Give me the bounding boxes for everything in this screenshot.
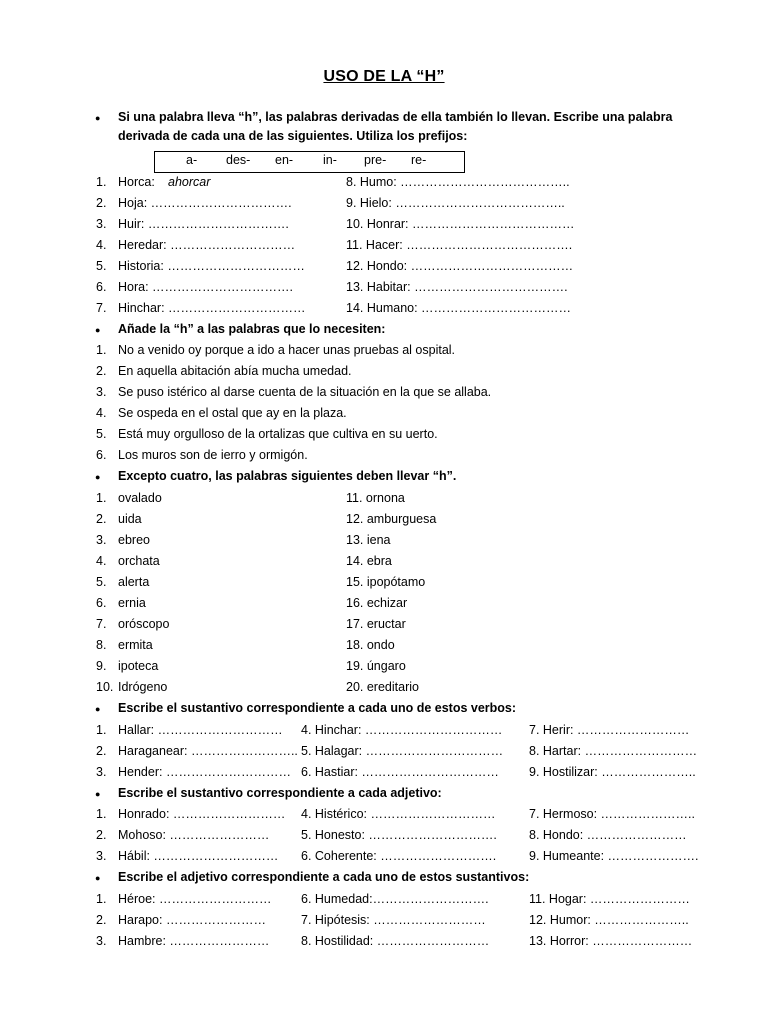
item-number: 9. <box>96 659 107 673</box>
item-word-right: 9. Hielo: ………………………………….. <box>346 196 565 210</box>
item-col-c: 9. Hostilizar: ………………….. <box>529 765 696 779</box>
item-number: 7. <box>96 617 107 631</box>
item-col-b: 8. Hostilidad: ……………………… <box>301 934 490 948</box>
item-text-right: 15. ipopótamo <box>346 575 426 589</box>
item-col-b: 4. Hinchar: …………………………… <box>301 723 503 737</box>
item-number: 2. <box>96 512 107 526</box>
section4-instruction: Escribe el sustantivo correspondiente a cada uno de estos verbos: <box>118 701 517 715</box>
item-word: Hinchar: …………………………… <box>118 301 306 315</box>
item-text-right: 20. ereditario <box>346 680 419 694</box>
item-word-right: 8. Humo: ………………………………….. <box>346 175 570 189</box>
bullet-icon: ● <box>95 873 101 883</box>
item-text-right: 12. amburguesa <box>346 512 437 526</box>
item-text: En aquella abitación abía mucha umedad. <box>118 364 352 378</box>
item-text: ovalado <box>118 491 162 505</box>
item-text-right: 14. ebra <box>346 554 392 568</box>
item-answer: ahorcar <box>168 175 211 189</box>
bullet-icon: ● <box>95 325 101 335</box>
item-number: 2. <box>96 744 107 758</box>
item-number: 1. <box>96 892 107 906</box>
item-number: 2. <box>96 913 107 927</box>
item-number: 10. <box>96 680 114 694</box>
item-col-c: 11. Hogar: …………………… <box>529 892 690 906</box>
item-text-right: 17. eructar <box>346 617 406 631</box>
prefix-item: pre- <box>364 153 387 167</box>
item-number: 3. <box>96 765 107 779</box>
section1-instruction <box>118 108 706 146</box>
item-number: 1. <box>96 723 107 737</box>
item-col-c: 7. Herir: ……………………… <box>529 723 690 737</box>
bullet-icon: ● <box>95 113 101 123</box>
item-number: 5. <box>96 259 107 273</box>
item-number: 6. <box>96 448 107 462</box>
item-col-a: Héroe: ……………………… <box>118 892 272 906</box>
item-number: 3. <box>96 385 107 399</box>
item-col-c: 12. Humor: ………………….. <box>529 913 689 927</box>
item-col-c: 13. Horror: …………………… <box>529 934 693 948</box>
item-text: orchata <box>118 554 160 568</box>
item-col-a: Haraganear: …………………….. <box>118 744 298 758</box>
item-text: Los muros son de ierro y ormigón. <box>118 448 308 462</box>
item-number: 2. <box>96 828 107 842</box>
item-text-right: 18. ondo <box>346 638 395 652</box>
page-title: USO DE LA “H” <box>323 68 445 85</box>
prefix-item: des- <box>226 153 251 167</box>
bullet-icon: ● <box>95 472 101 482</box>
item-number: 3. <box>96 849 107 863</box>
item-col-c: 7. Hermoso: ………………….. <box>529 807 695 821</box>
item-word: Hoja: ……………………………. <box>118 196 292 210</box>
item-col-b: 4. Histérico: ………………………… <box>301 807 496 821</box>
item-text-right: 11. ornona <box>346 491 405 505</box>
item-text: Está muy orgulloso de la ortalizas que cultiva en su uerto. <box>118 427 438 441</box>
item-col-a: Harapo: …………………… <box>118 913 266 927</box>
item-word-right: 12. Hondo: ………………………………… <box>346 259 574 273</box>
item-col-a: Hallar: ………………………… <box>118 723 283 737</box>
item-number: 4. <box>96 406 107 420</box>
section2-instruction: Añade la “h” a las palabras que lo necesiten: <box>118 322 386 336</box>
item-word: Historia: …………………………… <box>118 259 305 273</box>
item-number: 8. <box>96 638 107 652</box>
item-text: Se ospeda en el ostal que ay en la plaza. <box>118 406 347 420</box>
item-col-c: 8. Hartar: ……………………… <box>529 744 698 758</box>
item-col-c: 8. Hondo: …………………… <box>529 828 687 842</box>
item-number: 5. <box>96 575 107 589</box>
section1-instruction-line2: derivada de cada una de las siguientes. Utiliza los prefijos: <box>118 129 468 143</box>
item-number: 6. <box>96 280 107 294</box>
prefix-item: re- <box>411 153 427 167</box>
item-word-right: 11. Hacer: …………………………………. <box>346 238 573 252</box>
item-text-right: 13. iena <box>346 533 391 547</box>
item-text: Se puso istérico al darse cuenta de la situación en la que se allaba. <box>118 385 492 399</box>
section1-instruction-line1: Si una palabra lleva “h”, las palabras derivadas de ella también lo llevan. Escribe una palabra <box>118 110 673 124</box>
item-text: ernia <box>118 596 146 610</box>
item-number: 1. <box>96 807 107 821</box>
item-col-b: 6. Coherente: ………………………. <box>301 849 497 863</box>
item-text-right: 19. úngaro <box>346 659 406 673</box>
prefix-item: en- <box>275 153 294 167</box>
item-col-a: Hender: ………………………… <box>118 765 291 779</box>
item-text: ebreo <box>118 533 150 547</box>
item-col-b: 5. Honesto: …………………………. <box>301 828 497 842</box>
item-text: oróscopo <box>118 617 170 631</box>
item-word: Heredar: ………………………… <box>118 238 296 252</box>
item-col-c: 9. Humeante: …………………. <box>529 849 699 863</box>
item-number: 4. <box>96 238 107 252</box>
item-text: uida <box>118 512 142 526</box>
item-text-right: 16. echizar <box>346 596 408 610</box>
item-col-a: Mohoso: …………………… <box>118 828 270 842</box>
item-col-a: Hambre: …………………… <box>118 934 270 948</box>
section5-instruction: Escribe el sustantivo correspondiente a cada adjetivo: <box>118 786 442 800</box>
item-word-right: 10. Honrar: ………………………………… <box>346 217 575 231</box>
item-number: 4. <box>96 554 107 568</box>
prefix-item: in- <box>323 153 337 167</box>
item-col-b: 5. Halagar: …………………………… <box>301 744 504 758</box>
item-number: 6. <box>96 596 107 610</box>
item-number: 2. <box>96 196 107 210</box>
section6-instruction: Escribe el adjetivo correspondiente a cada uno de estos sustantivos: <box>118 870 530 884</box>
bullet-icon: ● <box>95 789 101 799</box>
item-number: 7. <box>96 301 107 315</box>
item-col-b: 6. Humedad:………………………. <box>301 892 489 906</box>
prefix-item: a- <box>186 153 198 167</box>
item-col-b: 6. Hastiar: …………………………… <box>301 765 499 779</box>
item-text: Idrógeno <box>118 680 168 694</box>
item-number: 1. <box>96 175 107 189</box>
item-word: Huir: ……………………………. <box>118 217 289 231</box>
item-text: alerta <box>118 575 150 589</box>
item-word-right: 13. Habitar: ………………………………. <box>346 280 568 294</box>
bullet-icon: ● <box>95 704 101 714</box>
item-word: Horca: <box>118 175 155 189</box>
item-number: 3. <box>96 217 107 231</box>
item-col-a: Hábil: ………………………… <box>118 849 279 863</box>
item-col-b: 7. Hipótesis: ……………………… <box>301 913 486 927</box>
item-number: 3. <box>96 533 107 547</box>
item-number: 2. <box>96 364 107 378</box>
item-number: 3. <box>96 934 107 948</box>
item-number: 5. <box>96 427 107 441</box>
item-col-a: Honrado: ……………………… <box>118 807 286 821</box>
item-text: ermita <box>118 638 153 652</box>
item-number: 1. <box>96 343 107 357</box>
item-text: No a venido oy porque a ido a hacer unas pruebas al ospital. <box>118 343 456 357</box>
section3-instruction: Excepto cuatro, las palabras siguientes deben llevar “h”. <box>118 469 457 483</box>
item-word: Hora: ……………………………. <box>118 280 294 294</box>
item-text: ipoteca <box>118 659 159 673</box>
item-number: 1. <box>96 491 107 505</box>
item-word-right: 14. Humano: ……………………………… <box>346 301 572 315</box>
